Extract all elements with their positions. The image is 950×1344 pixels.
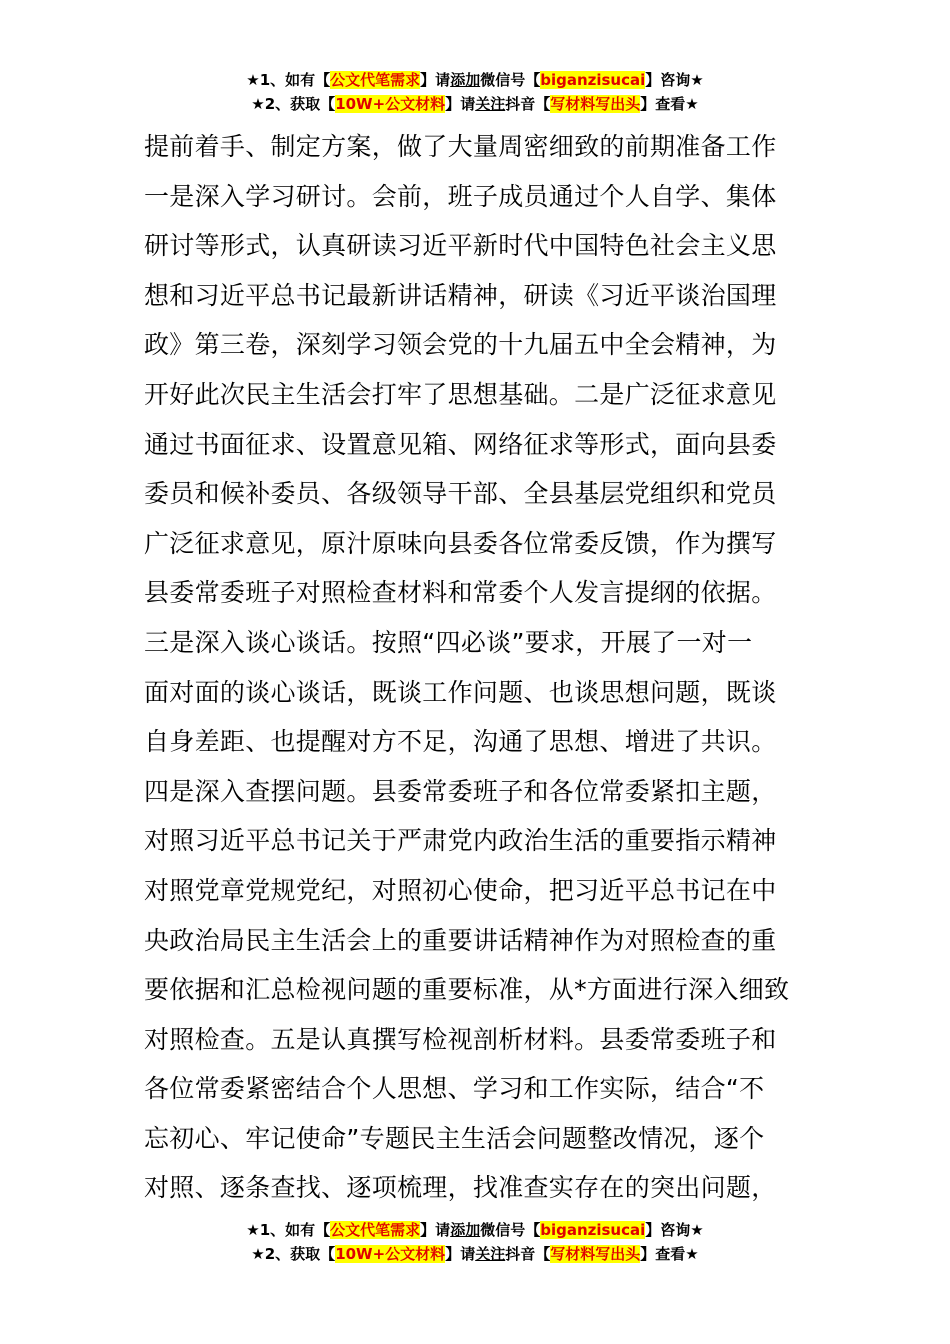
banner-line-1 — [0, 68, 950, 92]
body-line: 委员和候补委员、各级领导干部、全县基层党组织和党员 — [144, 479, 777, 509]
body-line: 自身差距、也提醒对方不足，沟通了思想、增进了共识。 — [144, 727, 777, 757]
banner-line-2 — [0, 92, 950, 116]
banner-text: 】咨询★ — [645, 1221, 704, 1239]
banner-text: ★2、获取【 — [251, 95, 336, 113]
body-line: 开好此次民主生活会打牢了思想基础。二是广泛征求意见 — [144, 379, 777, 409]
banner-text: ★2、获取【 — [251, 1245, 336, 1263]
banner-text: 】请 — [420, 1221, 451, 1239]
body-line: 对照党章党规党纪，对照初心使命，把习近平总书记在中 — [144, 875, 777, 905]
body-line: 三是深入谈心谈话。按照“四必谈”要求，开展了一对一 — [144, 627, 753, 657]
footer-banner — [0, 1218, 950, 1266]
banner-line-1 — [0, 1218, 950, 1242]
body-line: 四是深入查摆问题。县委常委班子和各位常委紧扣主题， — [144, 776, 777, 806]
banner-text: 抖音【 — [505, 95, 551, 113]
body-line: 各位常委紧密结合个人思想、学习和工作实际，结合“不 — [144, 1074, 765, 1104]
banner-text: 】查看★ — [640, 95, 699, 113]
banner-text: 】请 — [420, 71, 451, 89]
banner-text: 】咨询★ — [645, 71, 704, 89]
banner-underlined: 添加 — [450, 1221, 481, 1239]
body-line: 政》第三卷，深刻学习领会党的十九届五中全会精神，为 — [144, 330, 777, 360]
body-line: 提前着手、制定方案，做了大量周密细致的前期准备工作 — [144, 132, 777, 161]
header-banner — [0, 68, 950, 116]
body-line: 央政治局民主生活会上的重要讲话精神作为对照检查的重 — [144, 925, 777, 955]
highlight-wechat-id: biganzisucai — [540, 71, 646, 89]
body-line: 县委常委班子对照检查材料和常委个人发言提纲的依据。 — [144, 578, 777, 608]
highlight-materials: 10W+公文材料 — [335, 95, 446, 113]
body-line: 通过书面征求、设置意见箱、网络征求等形式，面向县委 — [144, 429, 777, 459]
banner-text: ★1、如有【 — [246, 1221, 331, 1239]
highlight-materials: 10W+公文材料 — [335, 1245, 446, 1263]
banner-underlined: 关注 — [475, 95, 506, 113]
banner-line-2 — [0, 1242, 950, 1266]
highlight-service: 公文代笔需求 — [330, 71, 421, 89]
body-line: 一是深入学习研讨。会前，班子成员通过个人自学、集体 — [144, 181, 777, 211]
body-line: 对照习近平总书记关于严肃党内政治生活的重要指示精神 — [144, 826, 777, 856]
body-line: 要依据和汇总检视问题的重要标准，从*方面进行深入细致 — [144, 975, 790, 1005]
highlight-douyin: 写材料写出头 — [550, 1245, 641, 1263]
highlight-douyin: 写材料写出头 — [550, 95, 641, 113]
banner-text: ★1、如有【 — [246, 71, 331, 89]
body-line: 研讨等形式，认真研读习近平新时代中国特色社会主义思 — [144, 231, 777, 261]
body-line: 对照检查。五是认真撰写检视剖析材料。县委常委班子和 — [144, 1024, 777, 1054]
banner-underlined: 添加 — [450, 71, 481, 89]
banner-text: 微信号【 — [480, 71, 541, 89]
body-line: 想和习近平总书记最新讲话精神，研读《习近平谈治国理 — [144, 280, 777, 310]
highlight-service: 公文代笔需求 — [330, 1221, 421, 1239]
banner-text: 微信号【 — [480, 1221, 541, 1239]
banner-text: 】请 — [445, 1245, 476, 1263]
body-line: 对照、逐条查找、逐项梳理，找准查实存在的突出问题， — [144, 1173, 777, 1203]
banner-underlined: 关注 — [475, 1245, 506, 1263]
highlight-wechat-id: biganzisucai — [540, 1221, 646, 1239]
banner-text: 抖音【 — [505, 1245, 551, 1263]
banner-text: 】查看★ — [640, 1245, 699, 1263]
banner-text: 】请 — [445, 95, 476, 113]
body-line: 面对面的谈心谈话，既谈工作问题、也谈思想问题，既谈 — [144, 677, 777, 707]
body-line: 广泛征求意见，原汁原味向县委各位常委反馈，作为撰写 — [144, 528, 777, 558]
body-line: 忘初心、牢记使命”专题民主生活会问题整改情况，逐个 — [144, 1123, 765, 1153]
document-body — [144, 122, 808, 1213]
